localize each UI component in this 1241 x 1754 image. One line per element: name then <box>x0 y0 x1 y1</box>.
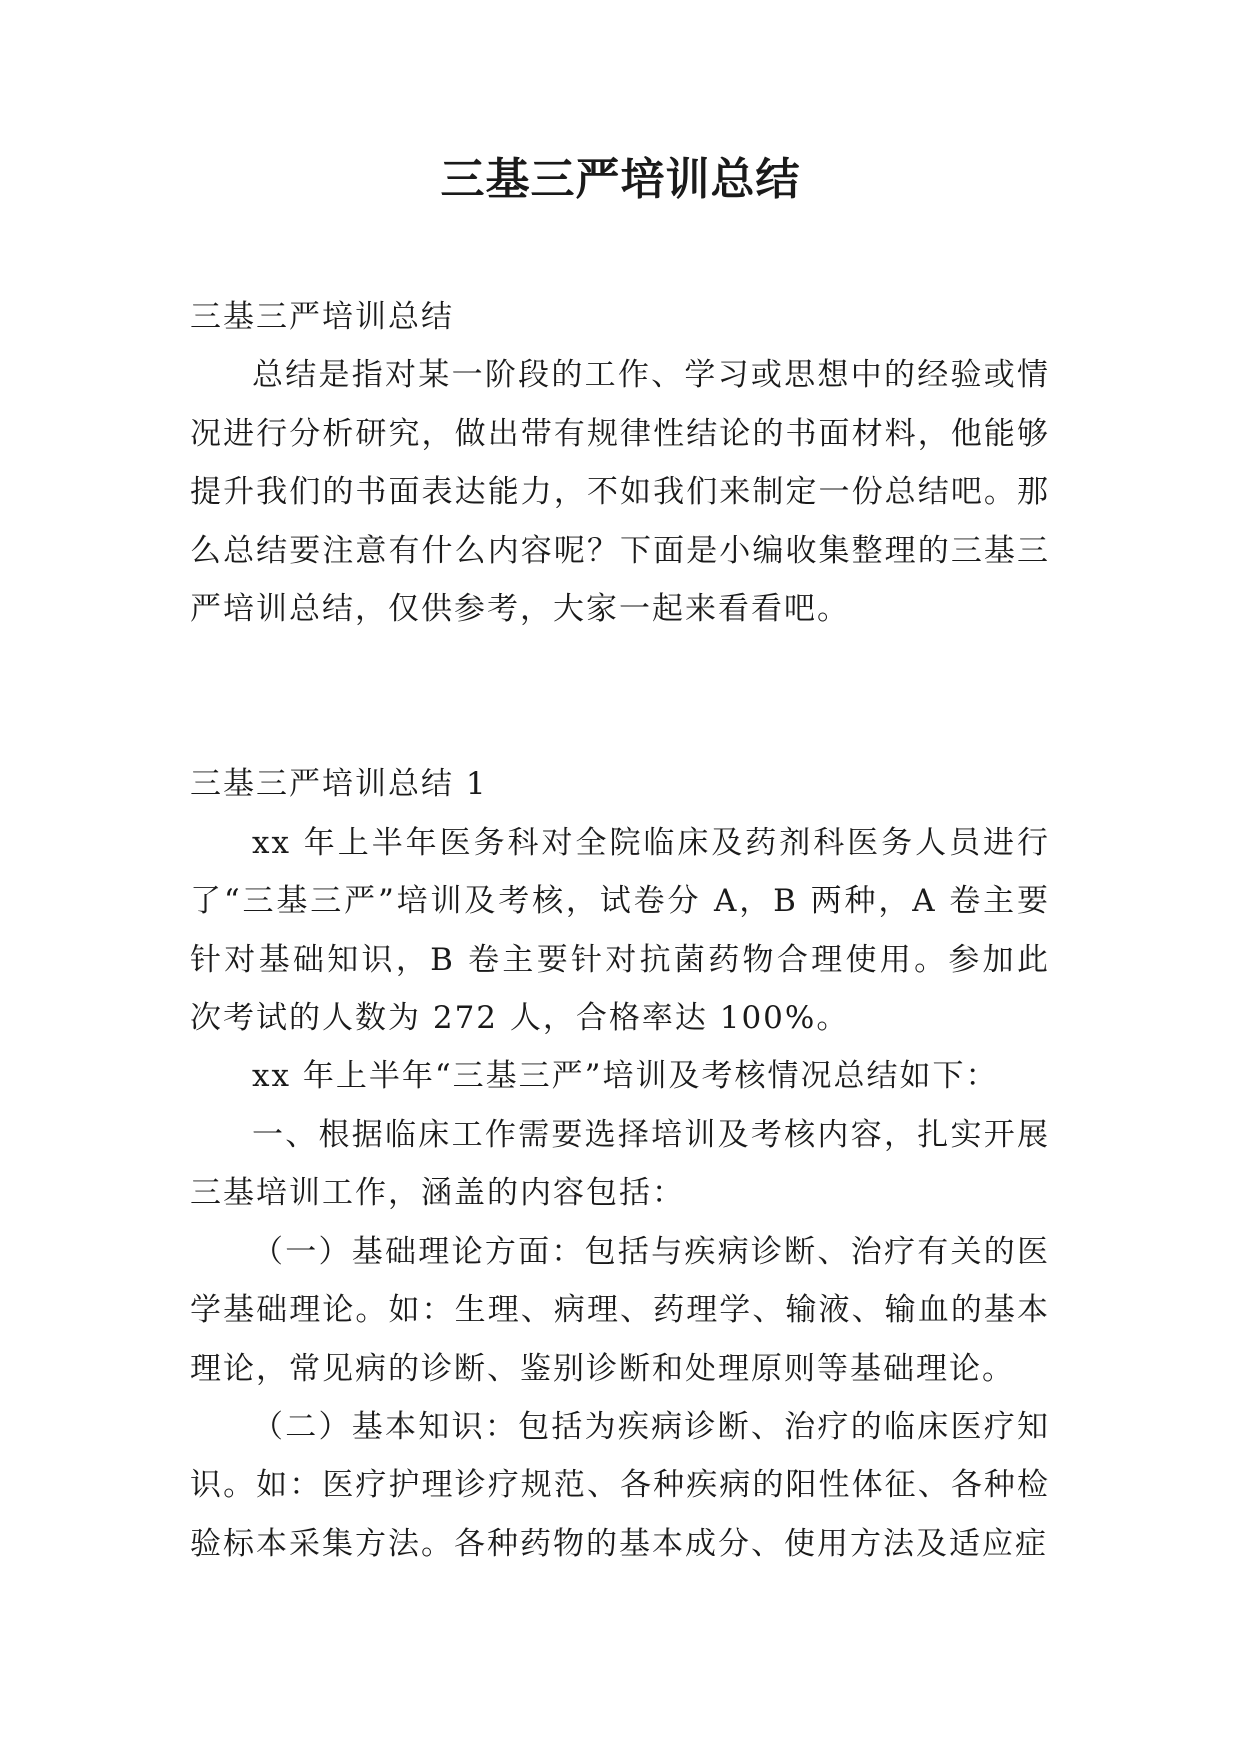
document-title: 三基三严培训总结 <box>440 154 801 205</box>
body-paragraph: xx 年上半年“三基三严”培训及考核情况总结如下： <box>252 1058 999 1095</box>
body-paragraph: xx 年上半年医务科对全院临床及药剂科医务人员进行了“三基三严”培训及考核，试卷分 A，B 两种，A 卷主要针对基础知识，B 卷主要针对抗菌药物合理使用。参加此次考试的人数为 272 人，合格率达 100%。 <box>190 824 1050 1037</box>
intro-paragraph: 总结是指对某一阶段的工作、学习或思想中的经验或情况进行分析研究，做出带有规律性结论的书面材料，他能够提升我们的书面表达能力，不如我们来制定一份总结吧。那么总结要注意有什么内容呢？下面是小编收集整理的三基三严培训总结，仅供参考，大家一起来看看吧。 <box>190 357 1050 628</box>
section-heading: 三基三严培训总结 1 <box>190 766 488 803</box>
body-paragraph: （二）基本知识：包括为疾病诊断、治疗的临床医疗知识。如：医疗护理诊疗规范、各种疾病的阳性体征、各种检验标本采集方法。各种药物的基本成分、使用方法及适应症 <box>190 1408 1050 1562</box>
body-paragraph: 一、根据临床工作需要选择培训及考核内容，扎实开展三基培训工作，涵盖的内容包括： <box>190 1116 1050 1212</box>
body-paragraph: （一）基础理论方面：包括与疾病诊断、治疗有关的医学基础理论。如：生理、病理、药理学、输液、输血的基本理论，常见病的诊断、鉴别诊断和处理原则等基础理论。 <box>190 1233 1050 1387</box>
document-body <box>190 288 1050 1573</box>
document-subtitle: 三基三严培训总结 <box>190 299 454 335</box>
